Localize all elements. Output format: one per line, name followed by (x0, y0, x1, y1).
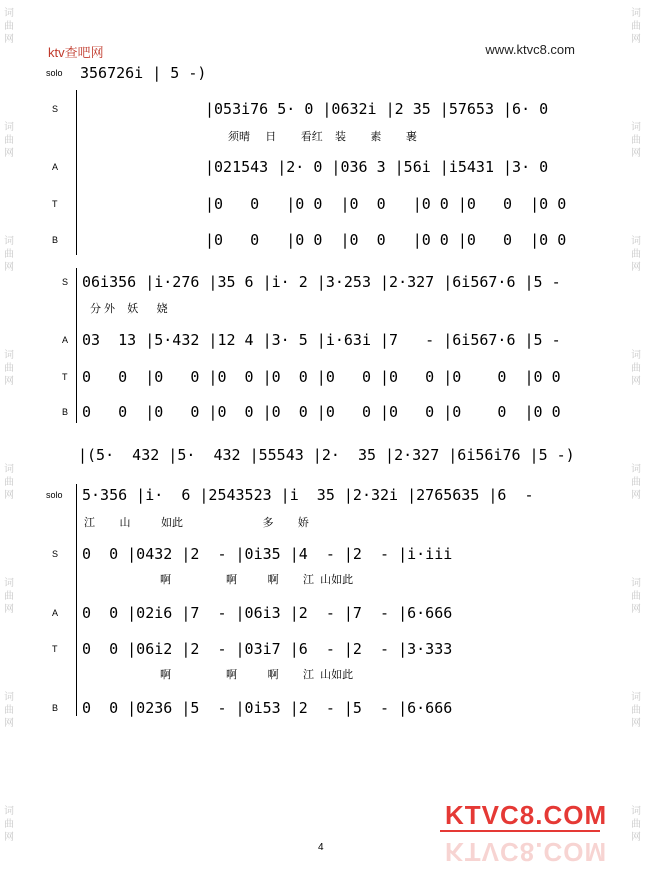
watermark-char: 曲 (631, 135, 641, 146)
watermark-char: 词 (4, 236, 14, 247)
watermark-char: 曲 (631, 21, 641, 32)
system-3-bracket (76, 484, 77, 716)
watermark-char: 词 (631, 236, 641, 247)
watermark-char: 曲 (631, 249, 641, 260)
watermark-char: 词 (4, 464, 14, 475)
alto-line-3: 0 0 |02i6 |7 - |06i3 |2 - |7 - |6·666 (82, 604, 453, 622)
watermark-char: 网 (631, 832, 641, 843)
alto-line-1: |021543 |2· 0 |036 3 |56i |i5431 |3· 0 (205, 158, 549, 176)
watermark-char: 词 (631, 806, 641, 817)
watermark-char: 词 (4, 122, 14, 133)
logo-underline (440, 830, 600, 832)
label-s-1: S (52, 104, 59, 114)
watermark-char: 词 (4, 806, 14, 817)
system-2-bracket (76, 268, 77, 423)
watermark-char: 网 (631, 34, 641, 45)
bass-line-2: 0 0 |0 0 |0 0 |0 0 |0 0 |0 0 |0 0 |0 0 (82, 403, 561, 421)
watermark-right (629, 0, 643, 891)
watermark-char: 网 (4, 376, 14, 387)
soprano-lyrics-1: 须晴 日 看红 装 素 裹 (228, 131, 417, 143)
soprano-line-3: 0 0 |0432 |2 - |0i35 |4 - |2 - |i·iii (82, 545, 453, 563)
solo-line-1: 356726i | 5 -) (80, 64, 207, 82)
bass-line-1: |0 0 |0 0 |0 0 |0 0 |0 0 |0 0 (205, 231, 567, 249)
alto-line-2: 03 13 |5·432 |12 4 |3· 5 |i·63i |7 - |6i567·6 |5 - (82, 331, 561, 349)
label-b-2: B (62, 407, 69, 417)
watermark-char: 网 (4, 34, 14, 45)
watermark-char: 曲 (4, 249, 14, 260)
soprano-line-2: 06i356 |i·276 |35 6 |i· 2 |3·253 |2·327 |6i567·6 |5 - (82, 273, 561, 291)
watermark-char: 词 (4, 692, 14, 703)
watermark-char: 网 (631, 604, 641, 615)
logo: KTVC8.COM (445, 800, 608, 830)
watermark-char: 曲 (4, 477, 14, 488)
watermark-char: 词 (4, 350, 14, 361)
tenor-line-1: |0 0 |0 0 |0 0 |0 0 |0 0 |0 0 (205, 195, 567, 213)
tenor-lyrics-3: 啊 啊 啊 江 山如此 (160, 669, 354, 681)
page-number: 4 (318, 842, 324, 853)
label-t-3: T (52, 644, 58, 654)
solo-line-3: 5·356 |i· 6 |2543523 |i 35 |2·32i |2765635 |6 - (82, 486, 534, 504)
watermark-char: 曲 (631, 477, 641, 488)
watermark-char: 网 (631, 718, 641, 729)
system-1-bracket (76, 90, 77, 255)
watermark-char: 词 (4, 8, 14, 19)
label-t-2: T (62, 372, 68, 382)
watermark-char: 曲 (631, 819, 641, 830)
watermark-char: 曲 (4, 363, 14, 374)
watermark-char: 曲 (4, 591, 14, 602)
logo-reflection: KTVC8.COM (445, 837, 608, 867)
watermark-char: 词 (4, 578, 14, 589)
brand-text: ktv查吧网 (48, 45, 104, 60)
label-s-2: S (62, 277, 69, 287)
label-b-1: B (52, 235, 59, 245)
watermark-char: 网 (631, 490, 641, 501)
watermark-left (2, 0, 16, 891)
label-a-2: A (62, 335, 69, 345)
watermark-char: 网 (4, 718, 14, 729)
watermark-char: 曲 (4, 819, 14, 830)
watermark-char: 曲 (631, 591, 641, 602)
tenor-line-3: 0 0 |06i2 |2 - |03i7 |6 - |2 - |3·333 (82, 640, 453, 658)
watermark-char: 词 (631, 578, 641, 589)
watermark-char: 网 (4, 148, 14, 159)
label-s-3: S (52, 549, 59, 559)
soprano-lyrics-2: 分 外 妖 娆 (90, 303, 168, 315)
watermark-char: 网 (631, 262, 641, 273)
watermark-char: 曲 (4, 135, 14, 146)
watermark-char: 网 (4, 832, 14, 843)
watermark-char: 曲 (631, 363, 641, 374)
watermark-char: 网 (4, 604, 14, 615)
watermark-char: 曲 (4, 705, 14, 716)
watermark-char: 词 (631, 464, 641, 475)
watermark-char: 网 (4, 490, 14, 501)
label-t-1: T (52, 199, 58, 209)
watermark-char: 词 (631, 8, 641, 19)
watermark-char: 网 (631, 376, 641, 387)
label-a-3: A (52, 608, 59, 618)
interlude-line: |(5· 432 |5· 432 |55543 |2· 35 |2·327 |6i56i76 |5 -) (78, 446, 575, 464)
solo-label-3: solo (46, 490, 63, 500)
label-b-3: B (52, 703, 59, 713)
soprano-lyrics-3: 啊 啊 啊 江 山如此 (160, 574, 354, 586)
label-a-1: A (52, 162, 59, 172)
watermark-char: 网 (4, 262, 14, 273)
watermark-char: 词 (631, 122, 641, 133)
watermark-char: 词 (631, 350, 641, 361)
watermark-char: 网 (631, 148, 641, 159)
watermark-char: 曲 (4, 21, 14, 32)
soprano-line-1: |053i76 5· 0 |0632i |2 35 |57653 |6· 0 (205, 100, 549, 118)
tenor-line-2: 0 0 |0 0 |0 0 |0 0 |0 0 |0 0 |0 0 |0 0 (82, 368, 561, 386)
watermark-char: 曲 (631, 705, 641, 716)
solo-lyrics-3: 江 山 如此 多 娇 (84, 517, 309, 529)
bass-line-3: 0 0 |0236 |5 - |0i53 |2 - |5 - |6·666 (82, 699, 453, 717)
watermark-char: 词 (631, 692, 641, 703)
site-url: www.ktvc8.com (485, 42, 575, 57)
solo-label: solo (46, 68, 63, 78)
